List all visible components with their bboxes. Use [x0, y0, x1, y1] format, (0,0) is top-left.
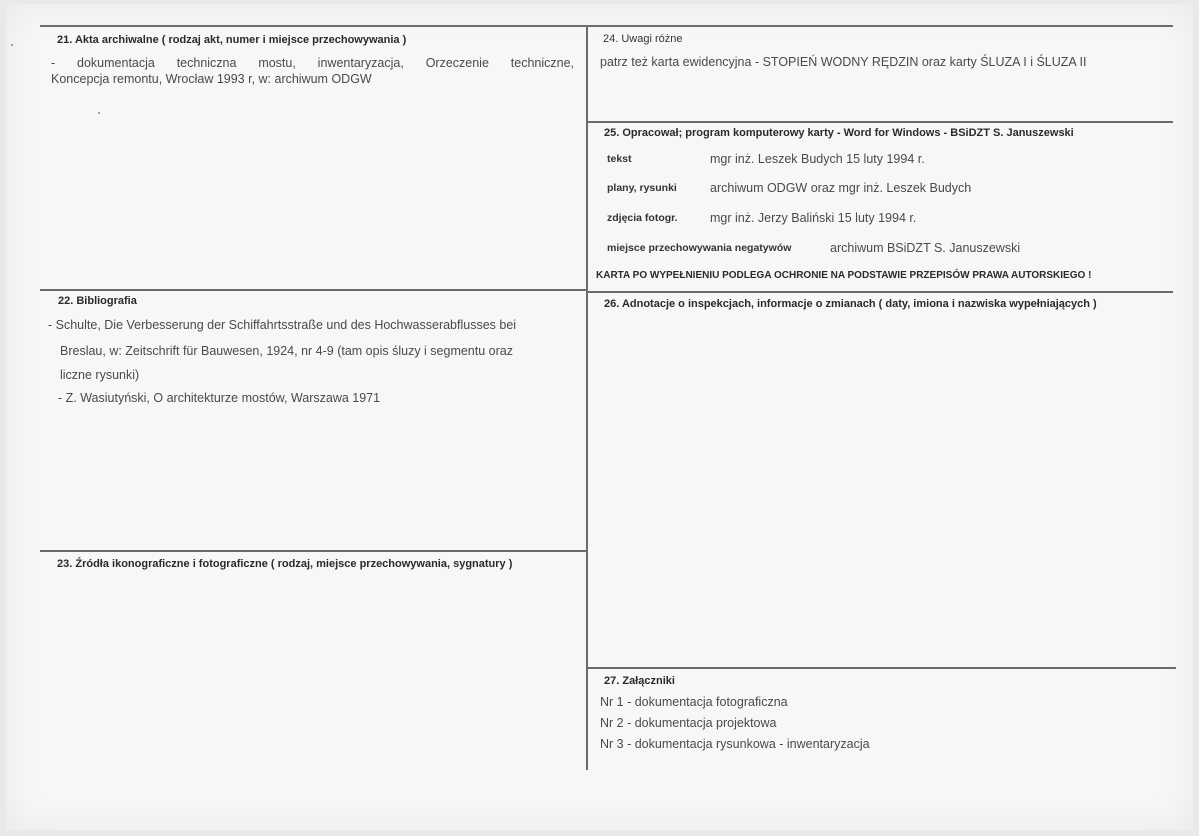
rule-22 [40, 289, 586, 291]
label-tekst: tekst [607, 153, 632, 165]
section-21-line-1: - dokumentacja techniczna mostu, inwentaryzacja, Orzeczenie techniczne, [51, 56, 574, 70]
section-23-header: 23. Źródła ikonograficzne i fotograficzne ( rodzaj, miejsce przechowywania, sygnatury ) [57, 558, 513, 570]
bibliography-line-1: - Schulte, Die Verbesserung der Schiffahrtsstraße und des Hochwasserabflusses bei [48, 318, 517, 332]
section-27-header: 27. Załączniki [604, 675, 675, 687]
section-25-header: 25. Opracował; program komputerowy karty - Word for Windows - BSiDZT S. Januszewski [604, 127, 1074, 139]
attachment-item-3: Nr 3 - dokumentacja rysunkowa - inwentaryzacja [600, 737, 870, 751]
section-22-header: 22. Bibliografia [58, 295, 137, 307]
attachment-item-2: Nr 2 - dokumentacja projektowa [600, 716, 777, 730]
value-tekst: mgr inż. Leszek Budych 15 luty 1994 r. [710, 152, 925, 166]
value-zdjecia-fotogr: mgr inż. Jerzy Baliński 15 luty 1994 r. [710, 211, 917, 225]
section-24-header: 24. Uwagi różne [603, 33, 683, 45]
section-24-text: patrz też karta ewidencyjna - STOPIEŃ WODNY RĘDZIN oraz karty ŚLUZA I i ŚLUZA II [600, 55, 1087, 69]
label-miejsce-przechowywania: miejsce przechowywania negatywów [607, 242, 792, 254]
bibliography-line-2: Breslau, w: Zeitschrift für Bauwesen, 1924, nr 4-9 (tam opis śluzy i segmentu oraz [60, 344, 513, 358]
section-21-header: 21. Akta archiwalne ( rodzaj akt, numer i miejsce przechowywania ) [57, 34, 407, 46]
bibliography-line-3: liczne rysunki) [60, 368, 140, 382]
rule-26 [588, 291, 1173, 293]
center-divider [586, 25, 588, 770]
bibliography-line-4: - Z. Wasiutyński, O architekturze mostów, Warszawa 1971 [58, 391, 381, 405]
section-21-line-2: Koncepcja remontu, Wrocław 1993 r, w: archiwum ODGW [51, 72, 372, 86]
rule-27 [588, 667, 1176, 669]
value-plany-rysunki: archiwum ODGW oraz mgr inż. Leszek Budych [710, 181, 972, 195]
rule-25 [588, 121, 1173, 123]
label-zdjecia-fotogr: zdjęcia fotogr. [607, 212, 678, 224]
scan-speck [11, 44, 13, 46]
scan-speck [98, 112, 100, 114]
top-rule [40, 25, 1173, 27]
label-plany-rysunki: plany, rysunki [607, 182, 677, 194]
attachment-item-1: Nr 1 - dokumentacja fotograficzna [600, 695, 788, 709]
rule-23 [40, 550, 586, 552]
value-miejsce-przechowywania: archiwum BSiDZT S. Januszewski [830, 241, 1021, 255]
copyright-notice: KARTA PO WYPEŁNIENIU PODLEGA OCHRONIE NA PODSTAWIE PRZEPISÓW PRAWA AUTORSKIEGO ! [596, 270, 1092, 281]
section-26-header: 26. Adnotacje o inspekcjach, informacje o zmianach ( daty, imiona i nazwiska wypełniających ) [604, 298, 1097, 310]
